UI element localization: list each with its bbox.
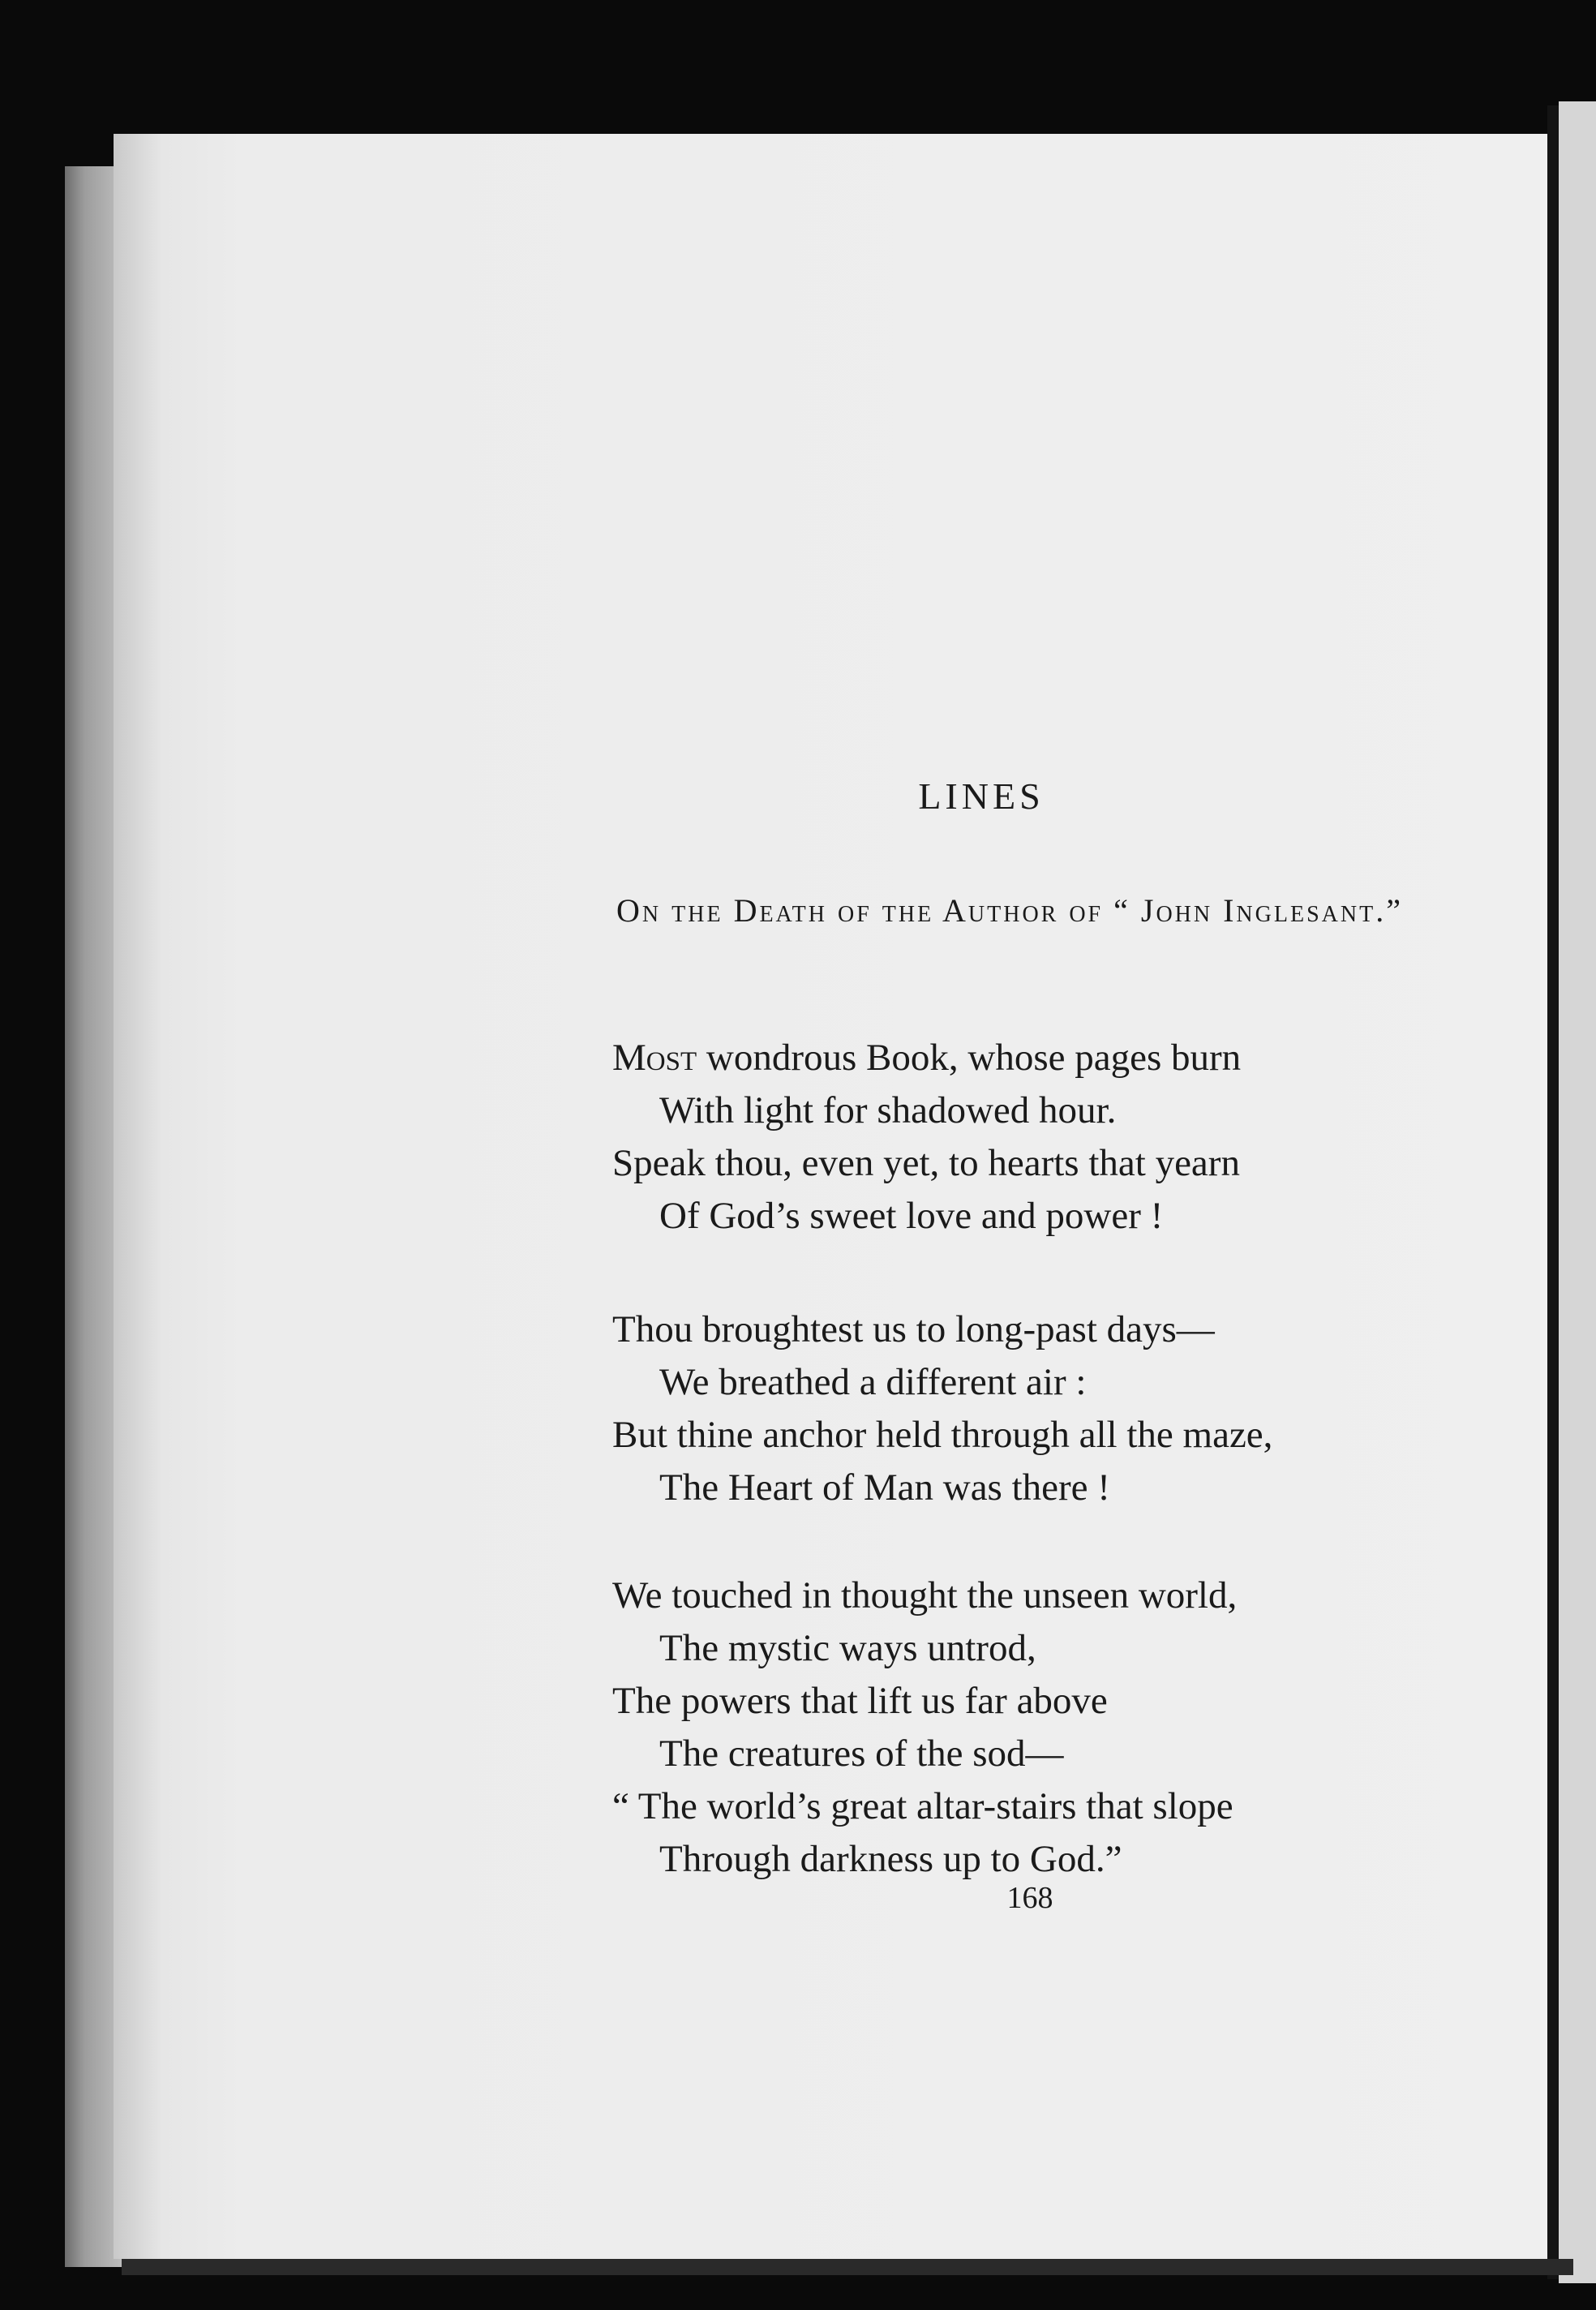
poem-line: We touched in thought the unseen world, <box>612 1574 1238 1617</box>
stanza-2 <box>612 1303 1521 1514</box>
poem-line: Speak thou, even yet, to hearts that yearn <box>612 1142 1240 1184</box>
drop-letter: M <box>612 1037 646 1079</box>
poem-line <box>612 1032 1521 1084</box>
poem-line: “ The world’s great altar-stairs that slope <box>612 1785 1233 1827</box>
poem-line: Thou broughtest us to long-past days— <box>612 1308 1215 1350</box>
poem-line: We breathed a different air : <box>659 1361 1087 1403</box>
poem-line: Of God’s sweet love and power ! <box>659 1195 1164 1237</box>
stanza-1 <box>612 1032 1521 1243</box>
poem-line: But thine anchor held through all the maze, <box>612 1414 1273 1456</box>
stanza-3 <box>612 1569 1521 1886</box>
poem-line: With light for shadowed hour. <box>659 1089 1117 1131</box>
poem-line: The powers that lift us far above <box>612 1680 1108 1722</box>
poem-subtitle: On the Death of the Author of “ John Inglesant.” <box>616 892 1403 929</box>
line-text: wondrous Book, whose pages burn <box>697 1037 1242 1079</box>
poem-line: The mystic ways untrod, <box>659 1627 1036 1669</box>
poem-line: The Heart of Man was there ! <box>659 1466 1110 1509</box>
poem-title: LINES <box>918 775 1045 817</box>
poem-line: Through darkness up to God.” <box>659 1838 1122 1880</box>
small-caps-word: ost <box>646 1037 697 1079</box>
page-number: 168 <box>1006 1881 1053 1915</box>
poem-line: The creatures of the sod— <box>659 1732 1064 1775</box>
